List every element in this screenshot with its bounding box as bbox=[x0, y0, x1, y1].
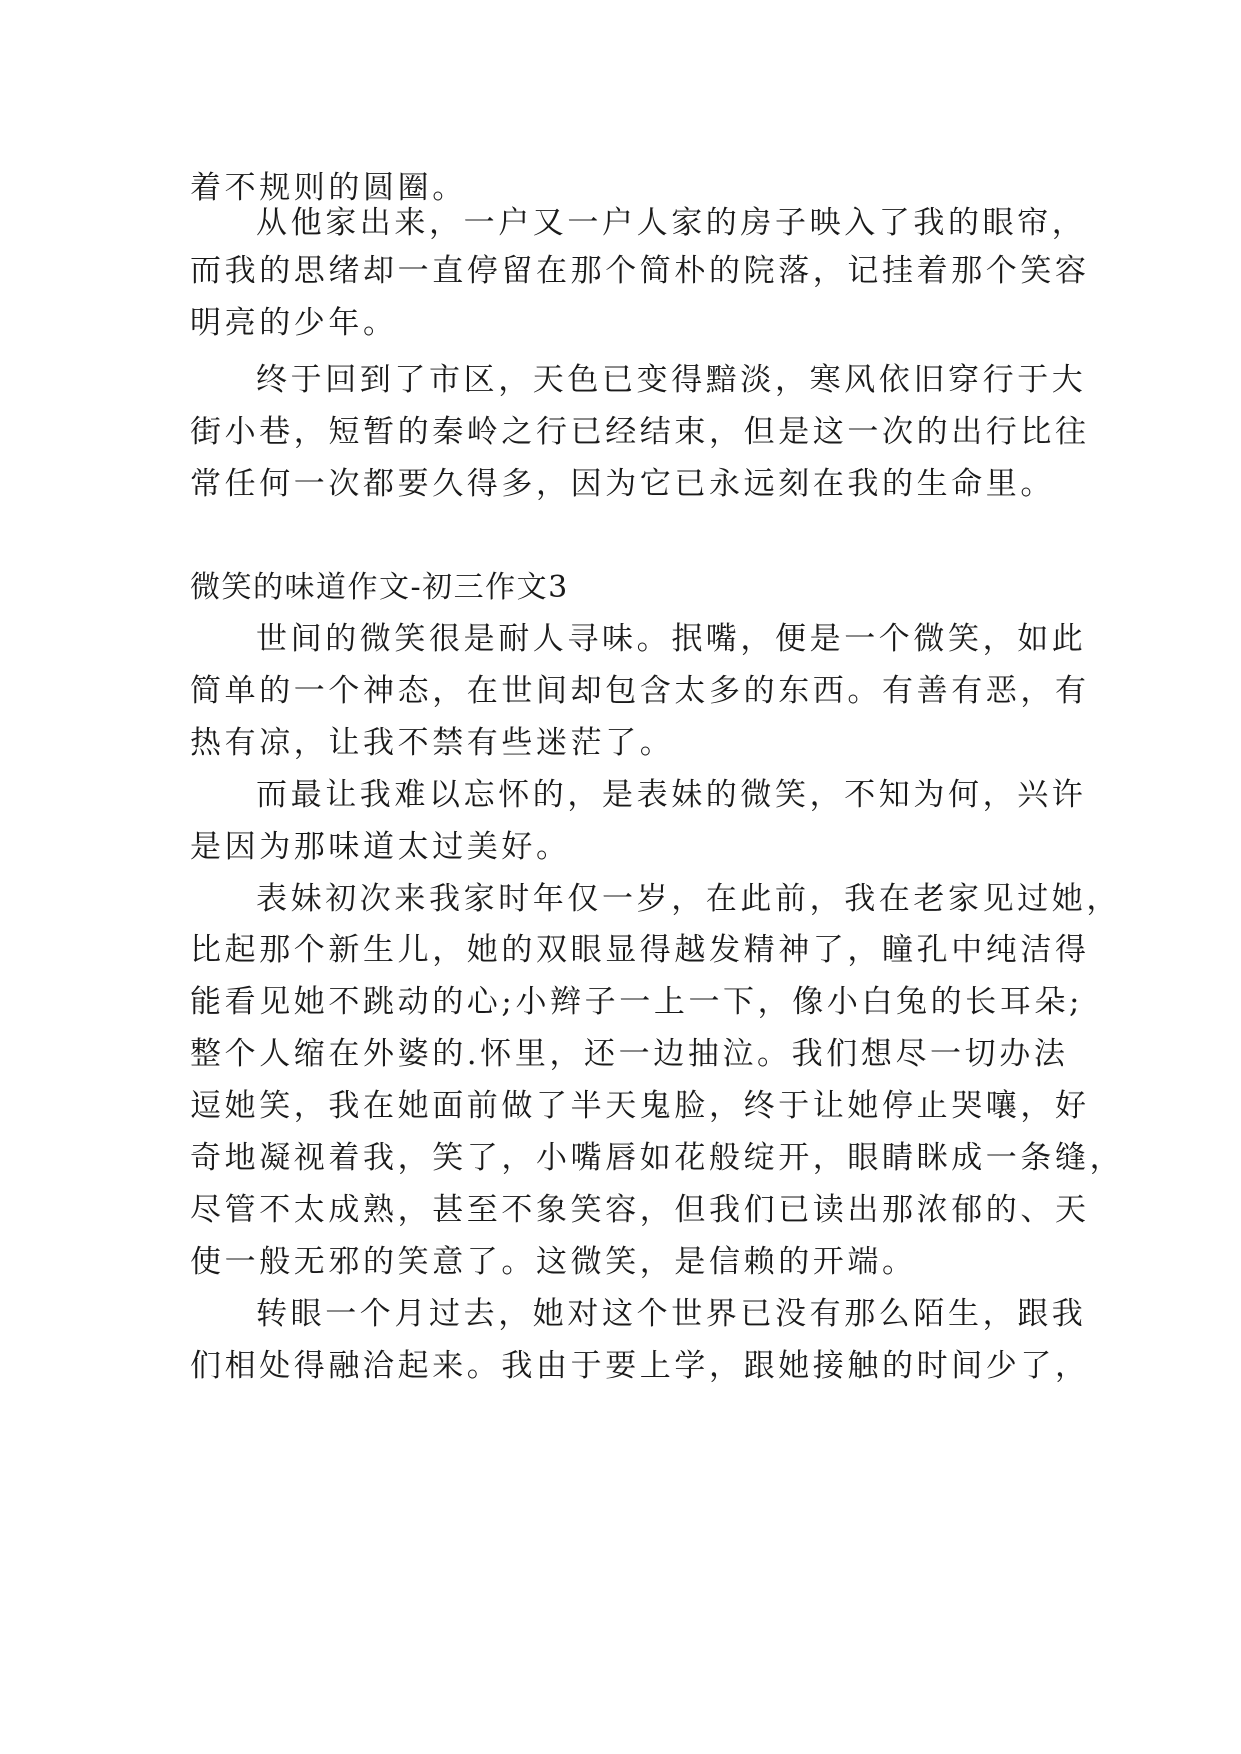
text-line: 奇地凝视着我，笑了，小嘴唇如花般绽开，眼睛眯成一条缝， bbox=[190, 1140, 1125, 1176]
section-heading: 微笑的味道作文-初三作文3 bbox=[190, 570, 569, 605]
text-line: 使一般无邪的笑意了。这微笑，是信赖的开端。 bbox=[190, 1244, 917, 1280]
text-line: 逗她笑，我在她面前做了半天鬼脸，终于让她停止哭嚷，好 bbox=[190, 1088, 1090, 1124]
paragraph-first-line: 世间的微笑很是耐人寻味。抿嘴，便是一个微笑，如此 bbox=[256, 621, 1087, 657]
text-line: 街小巷，短暂的秦岭之行已经结束，但是这一次的出行比往 bbox=[190, 414, 1090, 450]
text-line: 着不规则的圆圈。 bbox=[190, 170, 467, 206]
paragraph-first-line: 而最让我难以忘怀的，是表妹的微笑，不知为何，兴许 bbox=[256, 777, 1087, 813]
text-line: 明亮的少年。 bbox=[190, 305, 398, 341]
paragraph-first-line: 从他家出来，一户又一户人家的房子映入了我的眼帘， bbox=[256, 205, 1087, 241]
text-line: 是因为那味道太过美好。 bbox=[190, 829, 571, 865]
paragraph-first-line: 转眼一个月过去，她对这个世界已没有那么陌生，跟我 bbox=[256, 1296, 1087, 1332]
text-line: 比起那个新生儿，她的双眼显得越发精神了，瞳孔中纯洁得 bbox=[190, 932, 1090, 968]
text-line: 常任何一次都要久得多，因为它已永远刻在我的生命里。 bbox=[190, 466, 1055, 502]
text-line: 能看见她不跳动的心;小辫子一上一下，像小白兔的长耳朵; bbox=[190, 984, 1084, 1020]
text-line: 尽管不太成熟，甚至不象笑容，但我们已读出那浓郁的、天 bbox=[190, 1192, 1090, 1228]
text-line: 整个人缩在外婆的.怀里，还一边抽泣。我们想尽一切办法 bbox=[190, 1036, 1069, 1072]
paragraph-first-line: 终于回到了市区，天色已变得黯淡，寒风依旧穿行于大 bbox=[256, 362, 1087, 398]
text-line: 们相处得融洽起来。我由于要上学，跟她接触的时间少了， bbox=[190, 1348, 1090, 1384]
text-line: 而我的思绪却一直停留在那个简朴的院落，记挂着那个笑容 bbox=[190, 253, 1090, 289]
text-line: 简单的一个神态，在世间却包含太多的东西。有善有恶，有 bbox=[190, 673, 1090, 709]
paragraph-first-line: 表妹初次来我家时年仅一岁，在此前，我在老家见过她， bbox=[256, 881, 1121, 917]
text-line: 热有凉，让我不禁有些迷茫了。 bbox=[190, 725, 675, 761]
